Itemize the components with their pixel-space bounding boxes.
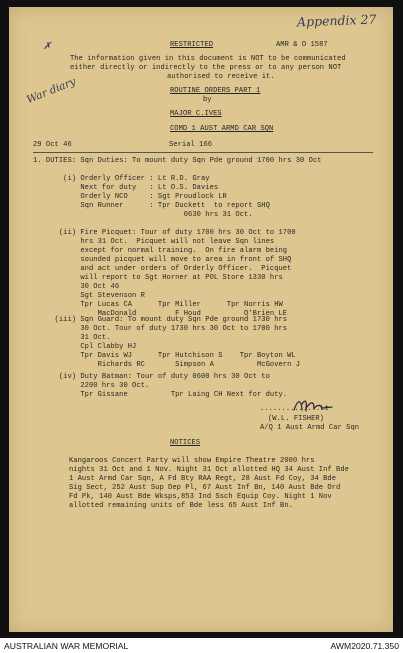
document-date: 29 Oct 46 — [33, 141, 72, 149]
body-line: (i) Orderly Officer : Lt R.D. Gray — [33, 175, 210, 183]
notice-text-line: nights 31 Oct and 1 Nov. Night 31 Oct allotted HQ 34 Aust Inf Bde — [69, 466, 349, 474]
signatory-name: (W.L. FISHER) — [268, 415, 324, 423]
orders-author: MAJOR C.IVES — [170, 110, 222, 118]
body-line: Sgt Stevenson R — [33, 292, 145, 300]
body-line: Tpr Davis WJ Tpr Hutchison S Tpr Boyton WL — [33, 352, 296, 360]
notice-text-line: Fd Pk, 140 Aust Bde Wksps,853 Ind Ssch Equip Coy. Night 1 Nov — [69, 493, 332, 501]
handwritten-mark: ✗ — [43, 41, 52, 52]
body-line: 31 Oct. — [33, 334, 111, 342]
body-line: except for normal training. On fire alarm being — [33, 247, 288, 255]
notice-text-line: Kangaroos Concert Party will show Empire Theatre 2000 hrs — [69, 457, 315, 465]
body-line: Cpl Clabby HJ — [33, 343, 137, 351]
body-line: Sqn Runner : Tpr Duckett to report SHQ — [33, 202, 270, 210]
body-line: 0630 hrs 31 Oct. — [33, 211, 253, 219]
orders-title: ROUTINE ORDERS PART 1 — [170, 87, 261, 95]
notice-text-line: 1 Aust Armd Car Sqn, A Fd Bty RAA Regt, 28 Aust Fd Coy, 34 Bde — [69, 475, 337, 483]
restricted-label: RESTRICTED — [170, 41, 214, 49]
document-reference: AMR & O 1587 — [276, 41, 328, 49]
body-line: Tpr Gissane Tpr Laing CH Next for duty. — [33, 391, 288, 399]
body-line: 30 Oct 46 — [33, 283, 120, 291]
orders-by: by — [203, 96, 212, 104]
notice-line: The information given in this document is NOT to be communicated — [70, 55, 346, 63]
footer-accession-number: AWM2020.71.350 — [330, 641, 399, 651]
notice-text-line: Sig Sect, 252 Aust Sup Dep Pl, 67 Aust Inf Bn, 140 Aust Bde Ord — [69, 484, 341, 492]
body-line: hrs 31 Oct. Picquet will not leave Sqn lines — [33, 238, 275, 246]
body-line: 2200 hrs 30 Oct. — [33, 382, 150, 390]
body-line: 1. DUTIES: Sqn Duties: To mount duty Sqn Pde ground 1700 hrs 30 Oct — [33, 157, 322, 165]
rule-line — [33, 152, 373, 153]
signature-dots: ..............Lt — [260, 405, 329, 413]
handwritten-appendix: Appendix 27 — [296, 11, 377, 30]
body-line: (iv) Duty Batman: Tour of duty 0600 hrs 30 Oct to — [33, 373, 270, 381]
orders-unit: COMD 1 AUST ARMD CAR SQN — [170, 125, 274, 133]
serial-number: Serial 166 — [169, 141, 213, 149]
notice-line: either directly or indirectly to the press or to any person NOT — [70, 64, 342, 72]
body-line: Orderly NCO : Sgt Proudlock LR — [33, 193, 227, 201]
body-line: Tpr Lucas CA Tpr Miller Tpr Norris HW — [33, 301, 283, 309]
body-line: MacDonald F Houd O'Brien LE — [33, 310, 288, 318]
body-line: 30 Oct. Tour of duty 1730 hrs 30 Oct to 1700 hrs — [33, 325, 288, 333]
body-line: Next for duty : Lt O.S. Davies — [33, 184, 219, 192]
document-page — [9, 7, 393, 632]
body-line: (ii) Fire Picquet: Tour of duty 1700 hrs 30 Oct to 1700 — [33, 229, 296, 237]
signatory-title: A/Q 1 Aust Armd Car Sqn — [260, 424, 360, 432]
body-line: sounded picquet will move to area in front of SHQ — [33, 256, 292, 264]
body-line: will report to Sgt Horner at POL Store 1330 hrs — [33, 274, 283, 282]
body-line: (iii) Sqn Guard: To mount duty Sqn Pde ground 1730 hrs — [33, 316, 288, 324]
body-line: and act under orders of Orderly Officer. Picquet — [33, 265, 292, 273]
notice-text-line: allotted remaining units of Bde less 65 Aust Inf Bn. — [69, 502, 293, 510]
footer-institution: AUSTRALIAN WAR MEMORIAL — [4, 641, 129, 651]
handwritten-war-diary: War diary — [25, 75, 78, 107]
notices-heading: NOTICES — [170, 439, 201, 447]
notice-line: authorised to receive it. — [167, 73, 275, 81]
body-line: Richards RC Simpson A McGovern J — [33, 361, 301, 369]
